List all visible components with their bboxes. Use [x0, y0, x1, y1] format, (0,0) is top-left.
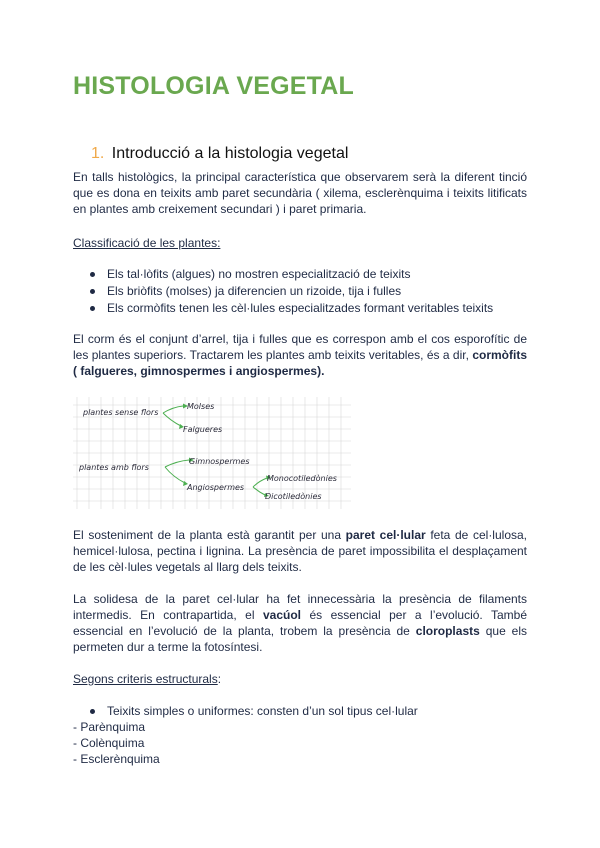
structural-heading-suffix: : — [217, 672, 222, 686]
section-number: 1. — [91, 145, 105, 162]
solidity-text: que els permeten dur a terme la fotosíntesi. — [73, 624, 528, 654]
plant-classification-diagram — [73, 397, 351, 509]
diagram-group2-child: Angiospermes — [187, 483, 245, 492]
list-item: Els cormòfits tenen les cèl·lules especialitzades formant veritables teixits — [73, 300, 493, 317]
dash-item: - Colènquima — [73, 736, 145, 750]
diagram-arrow — [253, 478, 267, 487]
list-item: Els briòfits (molses) ja diferencien un rizoide, tija i fulles — [73, 283, 493, 300]
corm-text: El corm és el conjunt d’arrel, tija i fulles que es correspon amb el cos esporofític de les plantes superiors. Tractarem les plantes amb teixits veritables, és a dir, — [73, 332, 527, 362]
support-text: feta de cel·lulosa, hemicel·lulosa, pectina i lignina. La presència de paret impossibilita el desplaçament de les cèl·lules vegetals al llarg dels teixits. — [73, 528, 527, 574]
diagram-group2-label: plantes amb flors — [79, 463, 149, 472]
diagram-arrow — [165, 467, 185, 483]
solidity-text: és essencial per a l’evolució. També essencial en l’evolució de la planta, trobem la presència de — [73, 608, 528, 638]
solidity-paragraph — [73, 591, 527, 655]
diagram-angio-child: Dicotiledònies — [265, 492, 322, 501]
dash-item: - Parènquima — [73, 720, 146, 734]
classification-list — [73, 266, 493, 317]
section-heading — [91, 145, 348, 163]
structural-heading-line — [73, 671, 221, 687]
support-bold: paret cel·lular — [345, 528, 426, 542]
page-title: HISTOLOGIA VEGETAL — [73, 72, 354, 100]
list-item: Els tal·lòfits (algues) no mostren especialització de teixits — [73, 266, 493, 283]
diagram-group2-child: Gimnospermes — [189, 457, 250, 466]
structural-heading: Segons criteris estructurals — [73, 672, 218, 686]
diagram-angio-child: Monocotiledònies — [267, 474, 337, 483]
diagram-arrow — [165, 460, 189, 467]
diagram-arrow — [163, 413, 181, 426]
corm-paragraph — [73, 331, 527, 379]
support-paragraph — [73, 527, 527, 575]
diagram-group1-child: Molses — [187, 402, 215, 411]
structural-list — [73, 703, 418, 720]
solidity-bold: cloroplasts — [415, 624, 480, 638]
support-text: El sosteniment de la planta està garantit per una — [73, 528, 346, 542]
diagram-group1-child: Falgueres — [183, 425, 223, 434]
dash-item: - Esclerènquima — [73, 752, 160, 766]
solidity-text: La solidesa de la paret cel·lular ha fet innecessària la presència de filaments intermedis. En contrapartida, el — [73, 592, 527, 622]
diagram-group1-label: plantes sense flors — [83, 408, 159, 417]
classification-heading: Classificació de les plantes: — [73, 236, 221, 250]
diagram-arrow — [253, 487, 265, 495]
solidity-bold: vacúol — [262, 608, 301, 622]
section-label: Introducció a la histologia vegetal — [111, 145, 349, 162]
corm-bold: cormòfits ( falgueres, gimnospermes i angiospermes). — [73, 348, 527, 378]
list-item: Teixits simples o uniformes: consten d’un sol tipus cel·lular — [73, 703, 418, 720]
intro-paragraph: En talls histològics, la principal característica que observarem serà la diferent tinció que es dona en teixits amb paret secundària ( xilema, esclerènquima i teixits litificats en plantes amb creixement secundari ) i paret primaria. — [73, 170, 527, 216]
